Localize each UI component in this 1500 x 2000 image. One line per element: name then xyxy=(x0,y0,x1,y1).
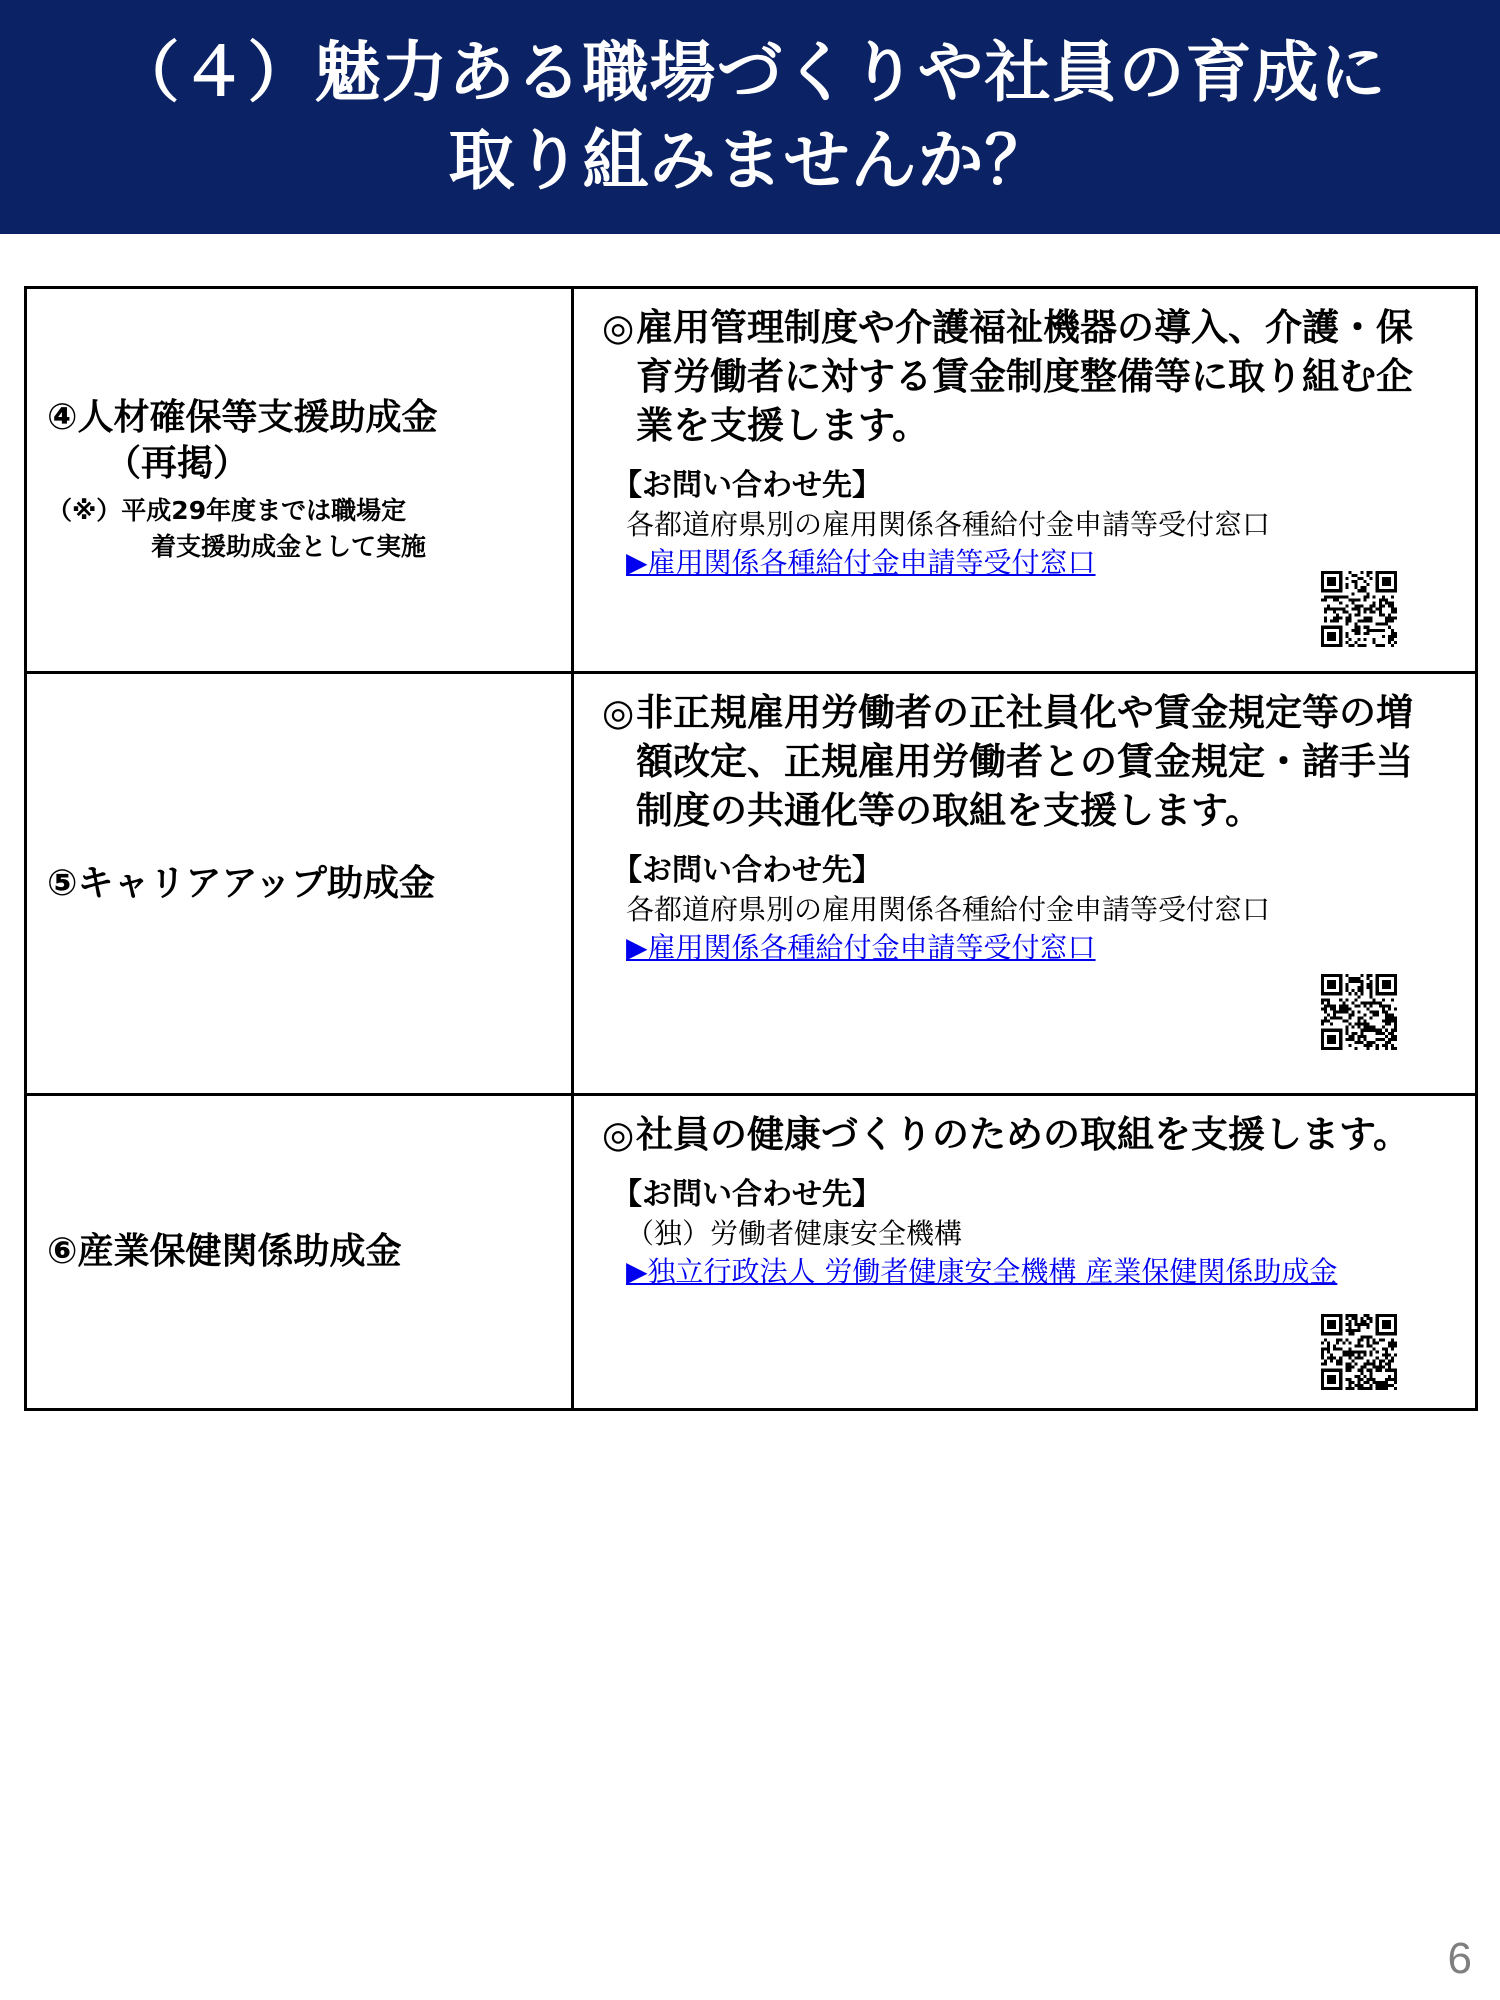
subsidy-description-cell xyxy=(573,673,1477,1095)
subsidy-table xyxy=(24,286,1478,1411)
subsidy-description-cell xyxy=(573,1095,1477,1410)
contact-heading: 【お問い合わせ先】 xyxy=(612,1177,882,1212)
qr-code-icon[interactable] xyxy=(1321,571,1397,647)
table-row xyxy=(26,288,1477,673)
contact-block xyxy=(602,466,1435,582)
bullet-mark: ◎ xyxy=(602,306,635,349)
bullet-mark: ◎ xyxy=(602,691,635,734)
contact-link[interactable]: ▶雇用関係各種給付金申請等受付窓口 xyxy=(626,931,1096,964)
qr-code-icon[interactable] xyxy=(1321,974,1397,1050)
contact-heading: 【お問い合わせ先】 xyxy=(612,853,882,888)
contact-organization: 各都道府県別の雇用関係各種給付金申請等受付窓口 xyxy=(626,893,1271,926)
page-title-line-1: （４）魅力ある職場づくりや社員の育成に xyxy=(113,34,1387,111)
contact-link[interactable]: ▶雇用関係各種給付金申請等受付窓口 xyxy=(626,546,1096,579)
contact-block xyxy=(602,851,1435,967)
contact-heading: 【お問い合わせ先】 xyxy=(612,468,882,503)
subsidy-description-text: 社員の健康づくりのための取組を支援します。 xyxy=(636,1113,1411,1156)
contact-link[interactable]: ▶独立行政法人 労働者健康安全機構 産業保健関係助成金 xyxy=(626,1255,1338,1288)
subsidy-description xyxy=(602,303,1435,450)
table-row xyxy=(26,1095,1477,1410)
subsidy-description xyxy=(602,688,1435,835)
subsidy-description-cell xyxy=(573,288,1477,673)
subsidy-name-cell xyxy=(26,1095,573,1410)
subsidy-name-cell xyxy=(26,288,573,673)
subsidy-note-line-1: （※）平成29年度までは職場定 xyxy=(47,496,407,525)
page-header xyxy=(0,0,1500,234)
subsidy-name: ⑥産業保健関係助成金 xyxy=(47,1231,402,1272)
subsidy-description-text: 雇用管理制度や介護福祉機器の導入、介護・保育労働者に対する賃金制度整備等に取り組む企業を支援します。 xyxy=(636,306,1413,447)
subsidy-description xyxy=(602,1110,1435,1159)
subsidy-note xyxy=(47,493,571,565)
page-title-line-2: 取り組みませんか？ xyxy=(448,122,1052,199)
subsidy-name-cell xyxy=(26,673,573,1095)
contact-block xyxy=(602,1175,1435,1291)
bullet-mark: ◎ xyxy=(602,1113,635,1156)
subsidy-name: ⑤キャリアアップ助成金 xyxy=(47,862,435,904)
contact-organization: （独）労働者健康安全機構 xyxy=(626,1217,963,1250)
qr-code-icon[interactable] xyxy=(1321,1314,1397,1390)
subsidy-name: ④人材確保等支援助成金 xyxy=(47,397,438,438)
contact-organization: 各都道府県別の雇用関係各種給付金申請等受付窓口 xyxy=(626,508,1271,541)
subsidy-description-text: 非正規雇用労働者の正社員化や賃金規定等の増額改定、正規雇用労働者との賃金規定・諸手当制度の共通化等の取組を支援します。 xyxy=(636,691,1413,832)
subsidy-name-sub: （再掲） xyxy=(105,443,250,484)
subsidy-note-line-2: 着支援助成金として実施 xyxy=(151,532,427,561)
page-number: 6 xyxy=(1447,1934,1472,1983)
table-row xyxy=(26,673,1477,1095)
